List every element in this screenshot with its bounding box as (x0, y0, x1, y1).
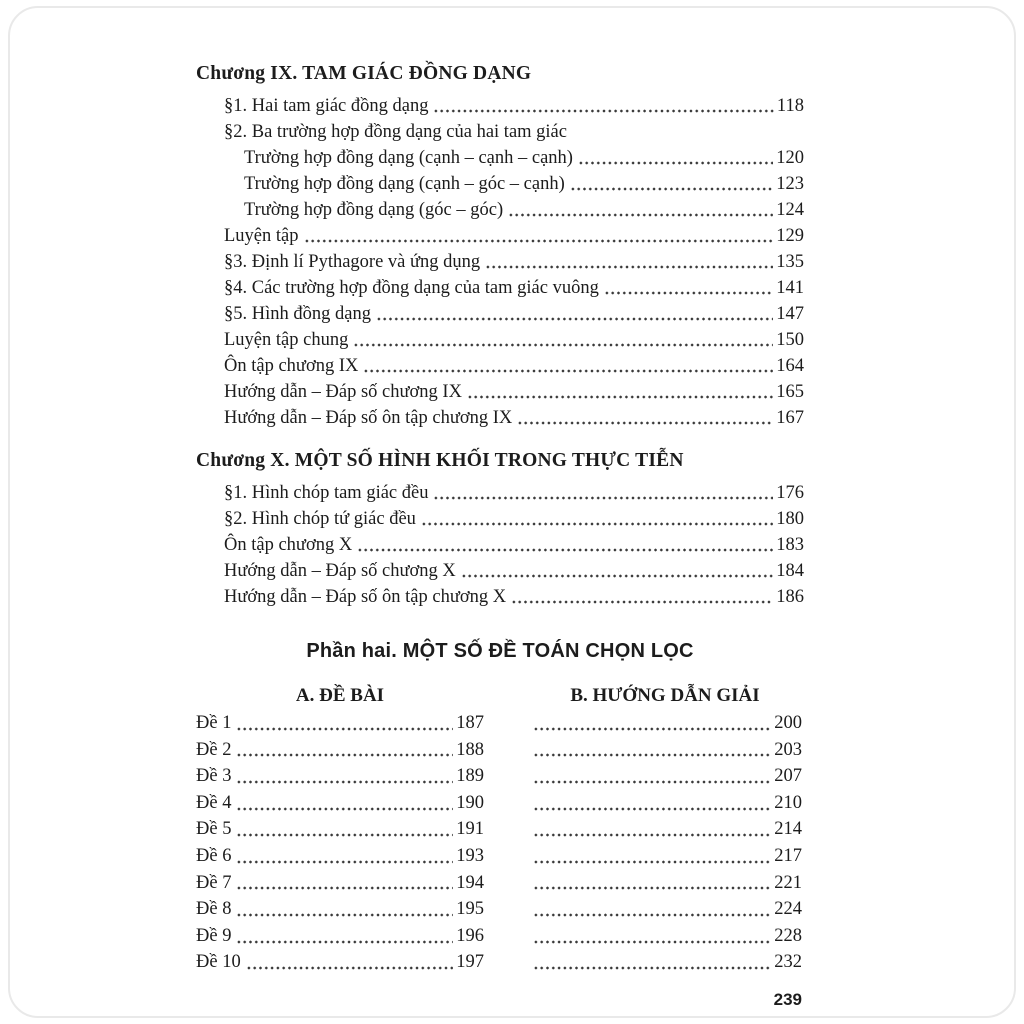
exam-solution-page: 214 (774, 819, 802, 840)
exam-solution-page: 221 (774, 872, 802, 893)
part-two-title: Phần hai. MỘT SỐ ĐỀ TOÁN CHỌN LỌC (306, 640, 694, 662)
dot-leader (236, 790, 453, 817)
toc-row (196, 197, 804, 223)
dot-leader (433, 93, 773, 119)
column-gap (484, 870, 528, 897)
column-gap (484, 763, 528, 790)
toc-entry-label: Hướng dẫn – Đáp số chương IX (224, 382, 462, 402)
exam-problem-page: 190 (456, 792, 484, 813)
exam-solution-page: 224 (774, 899, 802, 920)
toc-entry-page: 184 (776, 561, 804, 581)
chapter-10-title: Chương X. MỘT SỐ HÌNH KHỐI TRONG THỰC TIỄN (196, 450, 684, 471)
dot-leader (236, 870, 453, 897)
toc-row (196, 584, 804, 610)
exam-row (196, 896, 804, 923)
toc-entry-label: Trường hợp đồng dạng (góc – góc) (244, 200, 504, 220)
table-of-contents (196, 60, 804, 976)
exam-row (196, 923, 804, 950)
toc-entry-page: 147 (776, 304, 804, 324)
column-header-problems: A. ĐỀ BÀI (295, 685, 385, 706)
toc-entry-label: §2. Hình chóp tứ giác đều (224, 509, 416, 529)
toc-entry-page: 167 (776, 408, 804, 428)
dot-leader (421, 506, 773, 532)
toc-row (196, 275, 804, 301)
exam-row (196, 737, 804, 764)
dot-leader (533, 923, 771, 950)
exam-solution-cell (528, 737, 802, 764)
toc-entry-page: 164 (776, 356, 804, 376)
toc-entry-label: Hướng dẫn – Đáp số ôn tập chương IX (224, 408, 513, 428)
toc-entry-page: 123 (776, 174, 804, 194)
exam-solution-cell (528, 763, 802, 790)
dot-leader (236, 923, 453, 950)
column-gap (484, 923, 528, 950)
dot-leader (604, 275, 773, 301)
exam-label: Đề 10 (196, 952, 241, 973)
column-header-solutions: B. HƯỚNG DẪN GIẢI (570, 685, 760, 706)
toc-row (196, 223, 804, 249)
dot-leader (353, 327, 773, 353)
exam-label: Đề 3 (196, 766, 232, 787)
column-gap (484, 682, 528, 710)
exam-problem-page: 189 (456, 766, 484, 787)
toc-row (196, 327, 804, 353)
dot-leader (533, 710, 771, 737)
toc-row (196, 249, 804, 275)
exam-problem-cell (196, 896, 484, 923)
dot-leader (533, 843, 771, 870)
toc-entry-label: Luyện tập (224, 226, 299, 246)
exam-problem-page: 197 (456, 952, 484, 973)
toc-entry-label: Hướng dẫn – Đáp số ôn tập chương X (224, 587, 507, 607)
toc-entry-label: §4. Các trường hợp đồng dạng của tam giác vuông (224, 278, 599, 298)
toc-entry-page: 176 (776, 483, 804, 503)
toc-entry-label: §5. Hình đồng dạng (224, 304, 371, 324)
exam-label: Đề 4 (196, 792, 232, 813)
chapter-9-title: Chương IX. TAM GIÁC ĐỒNG DẠNG (196, 63, 532, 84)
exam-label: Đề 9 (196, 925, 232, 946)
folio-page-number: 239 (773, 990, 802, 1009)
exam-label: Đề 2 (196, 739, 232, 760)
column-gap (484, 816, 528, 843)
dot-leader (357, 532, 773, 558)
dot-leader (508, 197, 773, 223)
toc-row (196, 353, 804, 379)
exam-problem-page: 187 (456, 713, 484, 733)
exam-solution-cell (528, 896, 802, 923)
column-gap (484, 896, 528, 923)
dot-leader (570, 171, 774, 197)
toc-row (196, 532, 804, 558)
exam-label: Đề 1 (196, 713, 232, 733)
toc-entry-page: 135 (776, 252, 804, 272)
exam-solution-cell (528, 816, 802, 843)
exam-label: Đề 7 (196, 872, 232, 893)
exam-solution-page: 200 (774, 713, 802, 733)
exam-problem-cell (196, 790, 484, 817)
toc-row (196, 93, 804, 119)
toc-row (196, 480, 804, 506)
dot-leader (533, 790, 771, 817)
exam-solution-cell (528, 870, 802, 897)
column-gap (484, 737, 528, 764)
toc-entry-page: 186 (776, 587, 804, 607)
exam-column-headers (196, 682, 804, 710)
toc-row (196, 119, 804, 145)
column-gap (484, 710, 528, 737)
exam-row (196, 870, 804, 897)
exam-solution-page: 217 (774, 845, 802, 866)
toc-entry-page: 120 (776, 148, 804, 168)
exam-problem-cell (196, 949, 484, 976)
dot-leader (363, 353, 773, 379)
toc-entry-page: 141 (776, 278, 804, 298)
exam-row (196, 949, 804, 976)
toc-entry-label: Trường hợp đồng dạng (cạnh – cạnh – cạnh) (244, 148, 573, 168)
exam-solution-cell (528, 790, 802, 817)
dot-leader (236, 843, 453, 870)
exam-solution-page: 210 (774, 792, 802, 813)
toc-entry-label: Luyện tập chung (224, 330, 349, 350)
exam-label: Đề 8 (196, 899, 232, 920)
column-gap (484, 843, 528, 870)
dot-leader (246, 949, 454, 976)
exam-row (196, 816, 804, 843)
exam-solution-page: 203 (774, 739, 802, 760)
toc-entry-page: 165 (776, 382, 804, 402)
column-gap (484, 949, 528, 976)
toc-entry-page: 124 (776, 200, 804, 220)
dot-leader (433, 480, 773, 506)
dot-leader (236, 896, 453, 923)
exam-problem-page: 195 (456, 899, 484, 920)
exam-problem-cell (196, 870, 484, 897)
toc-row (196, 379, 804, 405)
toc-row (196, 558, 804, 584)
exam-problem-cell (196, 763, 484, 790)
exam-label: Đề 5 (196, 819, 232, 840)
exam-row (196, 763, 804, 790)
toc-entry-page: 118 (776, 96, 804, 116)
toc-entry-label: Ôn tập chương X (224, 535, 353, 555)
toc-entry-label: §1. Hai tam giác đồng dạng (224, 96, 429, 116)
exam-solution-cell (528, 710, 802, 737)
exam-problem-cell (196, 737, 484, 764)
exam-problem-cell (196, 843, 484, 870)
exam-solution-page: 232 (774, 952, 802, 973)
exam-problem-cell (196, 816, 484, 843)
dot-leader (578, 145, 773, 171)
dot-leader (533, 896, 771, 923)
dot-leader (533, 737, 771, 764)
dot-leader (376, 301, 773, 327)
toc-entry-page: 180 (776, 509, 804, 529)
exam-problem-page: 196 (456, 925, 484, 946)
dot-leader (461, 558, 773, 584)
exam-problem-cell (196, 710, 484, 737)
exam-solution-cell (528, 949, 802, 976)
toc-row (196, 171, 804, 197)
exam-label: Đề 6 (196, 845, 232, 866)
exam-solution-page: 207 (774, 766, 802, 787)
exam-solution-cell (528, 923, 802, 950)
exam-problem-page: 188 (456, 739, 484, 760)
toc-row (196, 506, 804, 532)
column-gap (484, 790, 528, 817)
toc-entry-label: §1. Hình chóp tam giác đều (224, 483, 429, 503)
exam-problem-page: 193 (456, 845, 484, 866)
dot-leader (304, 223, 774, 249)
toc-entry-label: §2. Ba trường hợp đồng dạng của hai tam giác (224, 122, 567, 142)
toc-entry-label: Ôn tập chương IX (224, 356, 359, 376)
exam-problem-page: 191 (456, 819, 484, 840)
dot-leader (511, 584, 773, 610)
dot-leader (533, 949, 771, 976)
toc-entry-page: 129 (776, 226, 804, 246)
exam-row (196, 790, 804, 817)
dot-leader (236, 763, 453, 790)
dot-leader (467, 379, 773, 405)
toc-row (196, 301, 804, 327)
toc-entry-label: §3. Định lí Pythagore và ứng dụng (224, 252, 481, 272)
exam-problem-cell (196, 923, 484, 950)
exam-solution-page: 228 (774, 925, 802, 946)
dot-leader (236, 710, 453, 737)
dot-leader (533, 763, 771, 790)
dot-leader (236, 737, 453, 764)
dot-leader (533, 870, 771, 897)
dot-leader (533, 816, 771, 843)
toc-entry-label: Trường hợp đồng dạng (cạnh – góc – cạnh) (244, 174, 565, 194)
dot-leader (485, 249, 773, 275)
toc-row (196, 405, 804, 431)
toc-row (196, 145, 804, 171)
toc-entry-page: 150 (776, 330, 804, 350)
dot-leader (236, 816, 453, 843)
exam-row (196, 843, 804, 870)
toc-entry-page: 183 (776, 535, 804, 555)
exam-solution-cell (528, 843, 802, 870)
exam-row (196, 710, 804, 737)
toc-entry-label: Hướng dẫn – Đáp số chương X (224, 561, 456, 581)
exam-problem-page: 194 (456, 872, 484, 893)
dot-leader (517, 405, 773, 431)
